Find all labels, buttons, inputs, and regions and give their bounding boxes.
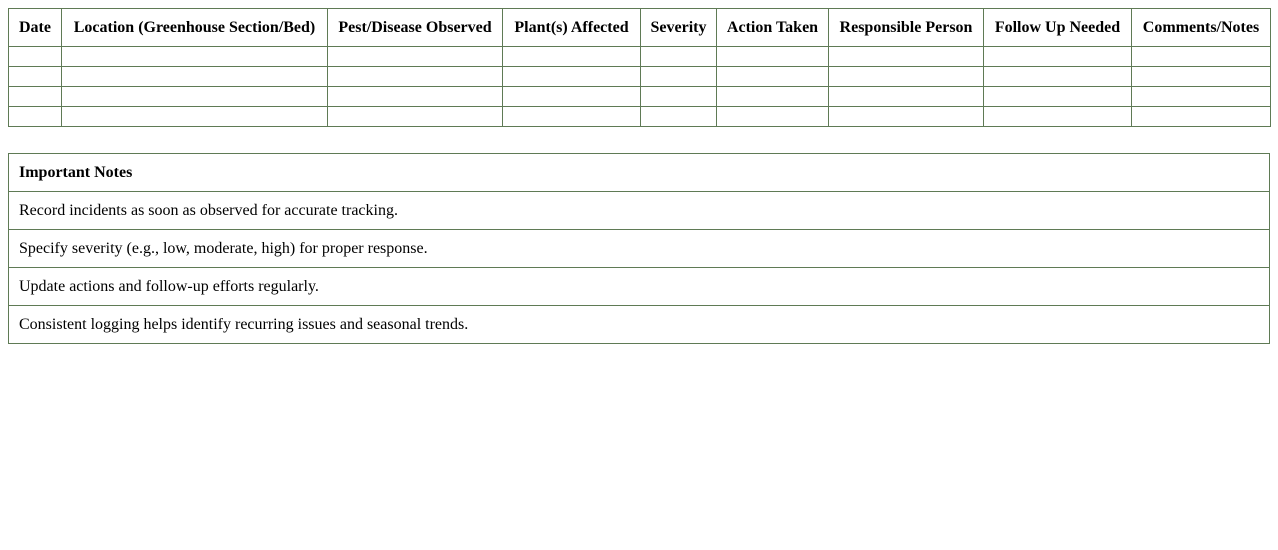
log-cell-comments[interactable] (1132, 107, 1271, 127)
notes-title: Important Notes (9, 154, 1270, 192)
log-cell-location[interactable] (62, 87, 328, 107)
log-cell-severity[interactable] (641, 47, 717, 67)
log-table-row (9, 67, 1271, 87)
note-row (9, 268, 1270, 306)
log-table-row (9, 107, 1271, 127)
log-table-row (9, 87, 1271, 107)
log-cell-responsible-person[interactable] (829, 87, 984, 107)
log-cell-plants-affected[interactable] (503, 67, 641, 87)
note-row (9, 192, 1270, 230)
log-cell-severity[interactable] (641, 87, 717, 107)
log-cell-plants-affected[interactable] (503, 87, 641, 107)
log-cell-pest-disease[interactable] (328, 87, 503, 107)
log-cell-comments[interactable] (1132, 87, 1271, 107)
log-cell-pest-disease[interactable] (328, 47, 503, 67)
log-cell-date[interactable] (9, 67, 62, 87)
important-notes-table (8, 153, 1270, 344)
note-item: Record incidents as soon as observed for accurate tracking. (9, 192, 1270, 230)
log-cell-responsible-person[interactable] (829, 47, 984, 67)
log-cell-date[interactable] (9, 87, 62, 107)
col-header-comments: Comments/Notes (1132, 9, 1271, 47)
log-cell-location[interactable] (62, 67, 328, 87)
log-cell-comments[interactable] (1132, 67, 1271, 87)
col-header-pest-disease: Pest/Disease Observed (328, 9, 503, 47)
log-cell-pest-disease[interactable] (328, 107, 503, 127)
log-table-header-row (9, 9, 1271, 47)
log-cell-severity[interactable] (641, 107, 717, 127)
note-row (9, 306, 1270, 344)
log-cell-responsible-person[interactable] (829, 67, 984, 87)
col-header-responsible-person: Responsible Person (829, 9, 984, 47)
note-row (9, 230, 1270, 268)
col-header-plants-affected: Plant(s) Affected (503, 9, 641, 47)
log-cell-date[interactable] (9, 47, 62, 67)
log-cell-action-taken[interactable] (717, 107, 829, 127)
col-header-date: Date (9, 9, 62, 47)
log-cell-action-taken[interactable] (717, 67, 829, 87)
log-cell-comments[interactable] (1132, 47, 1271, 67)
col-header-follow-up: Follow Up Needed (984, 9, 1132, 47)
note-item: Update actions and follow-up efforts regularly. (9, 268, 1270, 306)
log-cell-location[interactable] (62, 47, 328, 67)
log-cell-follow-up[interactable] (984, 67, 1132, 87)
log-cell-follow-up[interactable] (984, 87, 1132, 107)
log-cell-follow-up[interactable] (984, 47, 1132, 67)
pest-log-table (8, 8, 1271, 127)
log-cell-plants-affected[interactable] (503, 107, 641, 127)
note-item: Consistent logging helps identify recurring issues and seasonal trends. (9, 306, 1270, 344)
log-cell-responsible-person[interactable] (829, 107, 984, 127)
log-table-row (9, 47, 1271, 67)
notes-title-row (9, 154, 1270, 192)
col-header-severity: Severity (641, 9, 717, 47)
log-cell-plants-affected[interactable] (503, 47, 641, 67)
note-item: Specify severity (e.g., low, moderate, high) for proper response. (9, 230, 1270, 268)
log-cell-date[interactable] (9, 107, 62, 127)
log-cell-pest-disease[interactable] (328, 67, 503, 87)
log-cell-action-taken[interactable] (717, 47, 829, 67)
log-cell-location[interactable] (62, 107, 328, 127)
log-cell-follow-up[interactable] (984, 107, 1132, 127)
col-header-action-taken: Action Taken (717, 9, 829, 47)
log-cell-severity[interactable] (641, 67, 717, 87)
log-cell-action-taken[interactable] (717, 87, 829, 107)
col-header-location: Location (Greenhouse Section/Bed) (62, 9, 328, 47)
